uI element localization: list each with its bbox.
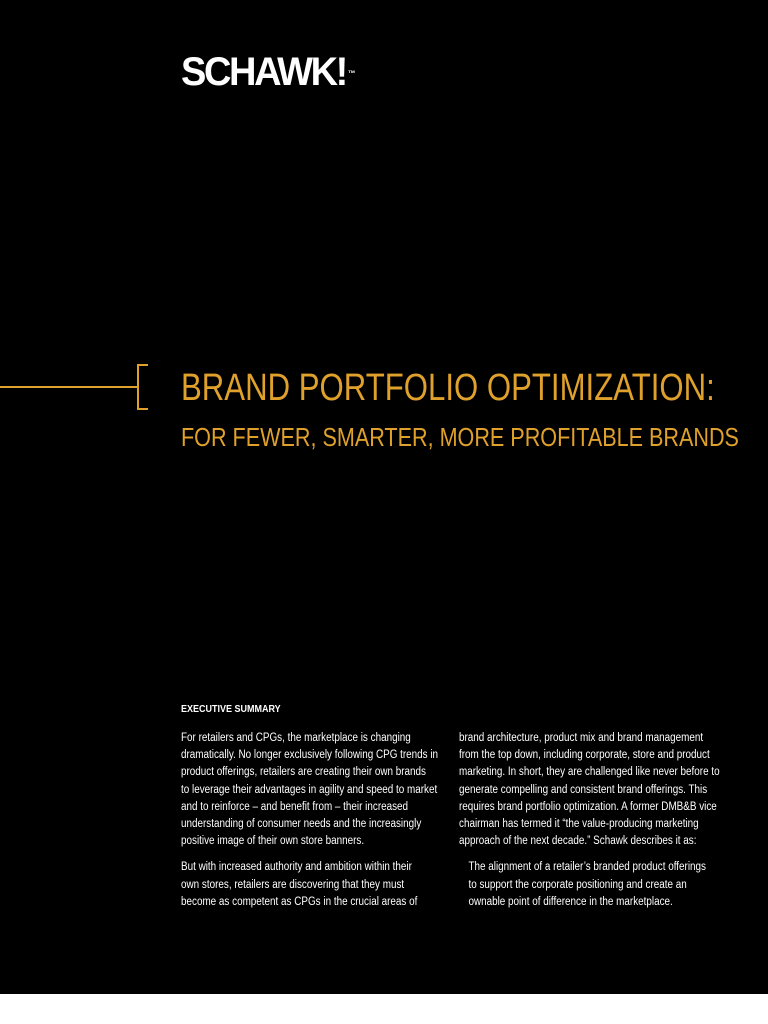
text-line: product offerings, retailers are creating their own brands xyxy=(181,766,427,779)
text-line: marketing. In short, they are challenged like never before to xyxy=(459,766,720,779)
paragraph xyxy=(459,730,720,850)
text-line: For retailers and CPGs, the marketplace is changing xyxy=(181,732,411,744)
text-line: generate compelling and consistent brand offerings. This xyxy=(459,783,708,796)
text-line: and to reinforce – and benefit from – their increased xyxy=(181,800,409,813)
text-line: approach of the next decade.” Schawk describes it as: xyxy=(459,835,697,848)
text-line: But with increased authority and ambition within their xyxy=(181,861,412,874)
text-line: chairman has termed it “the value-producing marketing xyxy=(459,818,699,831)
bracket-icon xyxy=(137,364,148,410)
text-line: understanding of consumer needs and the increasingly xyxy=(181,818,422,831)
text-line: positive image of their own store banners. xyxy=(181,835,365,848)
page-title: BRAND PORTFOLIO OPTIMIZATION: xyxy=(181,367,715,409)
text-line: dramatically. No longer exclusively following CPG trends in xyxy=(181,749,439,762)
text-line: to leverage their advantages in agility and speed to market xyxy=(181,783,438,796)
text-line: become as competent as CPGs in the crucial areas of xyxy=(181,895,418,908)
text-line: own stores, retailers are discovering that they must xyxy=(181,878,405,891)
logo-wordmark: SCHAWK! xyxy=(181,50,346,94)
definition-quote xyxy=(459,859,717,911)
text-line: requires brand portfolio optimization. A former DMB&B vice xyxy=(459,800,717,813)
text-line: ownable point of difference in the marketplace. xyxy=(468,895,673,908)
right-text-column xyxy=(459,730,759,920)
left-text-column xyxy=(181,730,451,920)
trademark-symbol: ™ xyxy=(347,69,356,78)
text-line: The alignment of a retailer’s branded product offerings xyxy=(468,861,706,874)
schawk-logo xyxy=(181,50,354,94)
text-line: to support the corporate positioning and create an xyxy=(468,878,687,891)
page-subtitle: FOR FEWER, SMARTER, MORE PROFITABLE BRANDS xyxy=(181,422,739,452)
paragraph xyxy=(181,730,439,850)
text-line: from the top down, including corporate, store and product xyxy=(459,749,710,762)
executive-summary-heading: EXECUTIVE SUMMARY xyxy=(181,704,281,715)
paragraph xyxy=(181,859,418,911)
accent-rule xyxy=(0,386,139,388)
text-line: brand architecture, product mix and brand management xyxy=(459,732,704,744)
